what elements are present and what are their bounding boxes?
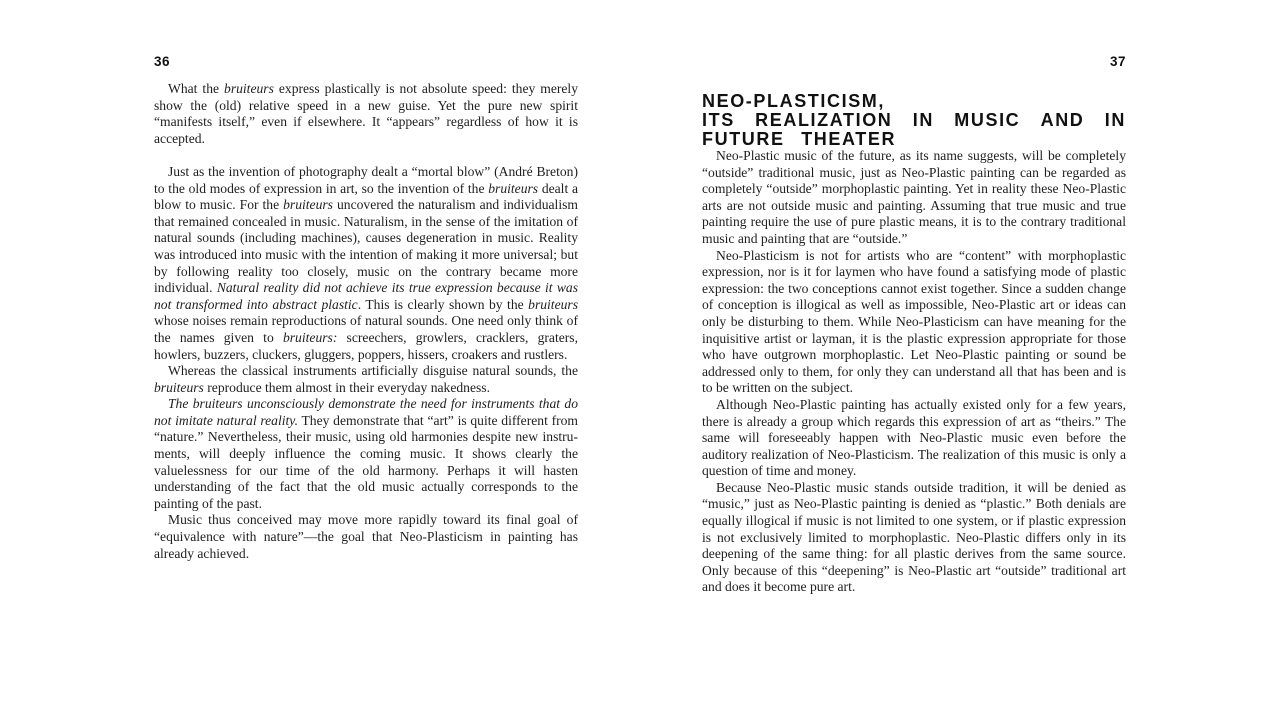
paragraph — [702, 248, 1126, 397]
title-word: ITS — [702, 110, 735, 131]
text-run: screechers, growlers, cracklers, graters, howlers, buzzers, cluckers, gluggers, poppers, hissers, croakers and rustlers. — [154, 329, 578, 362]
chapter-title — [702, 92, 1126, 149]
title-word: MUSIC — [954, 110, 1021, 131]
italic-text: bruiteurs — [488, 180, 539, 196]
text-run: Whereas the classical instruments artificially disguise natural sounds, the — [168, 363, 578, 379]
text-run: They demonstrate that “art” is quite different from “nature.” Nevertheless, their music, using old harmonies despite new instruments, will deeply influence the coming music. It shows clearly the valuelessness for our time of the old harmony. Perhaps it will hasten understanding of the fact that the old music actually corresponds to the painting of the past. — [154, 412, 578, 511]
text-run: Because Neo-Plastic music stands outside tradition, it will be denied as “music,” just as Neo-Plastic painting is denied as “plastic.” Both denials are equally illogical if music is not limited to one system, or if plastic expression is not exclusively limited to morphoplastic. Neo-Plastic differs only in its deepening of the same thing: for all plastic derives from the same source. Only because of this “deepening” is Neo-Plastic art “outside” traditional art and does it become pure art. — [702, 479, 1126, 595]
left-page-body — [154, 81, 578, 562]
text-run: Neo-Plastic music of the future, as its name suggests, will be completely “outside” traditional music, just as Neo-Plastic painting can be regarded as completely “outside” morphoplastic painting. Yet in reality these Neo-Plastic arts are not outside music and painting. Assuming that true music and true painting require the use of pure plastic means, it is to the contrary traditional music and painting that are “outside.” — [702, 148, 1126, 246]
text-run: . This is clearly shown by the — [357, 296, 529, 312]
title-word: AND — [1040, 110, 1085, 131]
chapter-title-line — [702, 111, 1126, 130]
title-word: IN — [1104, 110, 1126, 131]
text-run: express plastically is not absolute speed: they merely show the (old) relative speed in a new guise. Yet the pure new spirit “manifests itself,” even if elsewhere. It “appears” regardless of how it is accepted. — [154, 81, 578, 146]
paragraph — [702, 397, 1126, 480]
page-number: 36 — [154, 54, 171, 69]
chapter-title-line: FUTURE THEATER — [702, 129, 897, 150]
italic-text: bruiteurs — [224, 81, 274, 96]
paragraph — [702, 480, 1126, 596]
italic-text: bruiteurs: — [282, 329, 338, 345]
right-page-body — [702, 148, 1126, 596]
text-run: Neo-Plasticism is not for artists who are “content” with morphoplastic expression, nor is it for laymen who have found a satisfying mode of plastic expression: the two conceptions cannot exist together. Since a sudden change of conception is illogical as well as impossible, Neo-Plastic art or ideas can only be disturbing to them. While Neo-Plasticism can have meaning for the inquisitive artist or layman, it is the plastic expression appropriate for those who have outgrown morphoplastic. Let Neo-Plastic painting or sound be addressed only to them, for only they can understand all that has been and is to be written on the subject. — [702, 247, 1126, 396]
text-run: dealt a blow to music. For the — [154, 180, 578, 213]
title-word: REALIZATION — [755, 110, 893, 131]
text-run: reproduce them almost in their everyday nakedness. — [203, 379, 490, 395]
italic-text: bruiteurs — [154, 379, 204, 395]
italic-text: The bruiteurs unconsciously demonstrate the need for instruments that do not imitate natural reality. — [154, 396, 578, 428]
text-run: What the — [168, 81, 225, 96]
paragraph — [154, 396, 578, 512]
title-word: IN — [912, 110, 934, 131]
paragraph — [154, 81, 578, 147]
text-run: Just as the invention of photography dealt a “mortal blow” (André Breton) to the old modes of expression in art, so the invention of the — [154, 163, 578, 196]
paragraph — [154, 363, 578, 396]
paragraph — [702, 148, 1126, 248]
italic-text: Natural reality did not achieve its true expression because it was not transformed into abstract plastic — [154, 280, 578, 312]
text-run: uncovered the naturalism and individualism that remained concealed in music. Naturalism, in the sense of the imitation of natural sounds (including machines), causes degeneration in music. Reality was introduced into music with the intention of making it more universal; but by following reality too closely, music on the contrary became more individual. — [154, 197, 578, 296]
italic-text: bruiteurs — [528, 296, 578, 312]
italic-text: bruiteurs — [283, 197, 333, 213]
paragraph — [154, 512, 578, 562]
chapter-title-line: NEO-PLASTICISM, — [702, 91, 886, 112]
text-run: Music thus conceived may move more rapidly toward its final goal of “equivalence with nature”—the goal that Neo-Plasticism in painting has already achieved. — [154, 512, 578, 561]
paragraph — [154, 164, 578, 363]
text-run: whose noises remain reproductions of natural sounds. One need only think of the names given to — [154, 313, 578, 345]
page-number: 37 — [1109, 54, 1126, 69]
text-run: Although Neo-Plastic painting has actually existed only for a few years, there is already a group which regards this expression of art as “theirs.” The same will foreseeably happen with Neo-Plastic music even before the auditory realization of Neo-Plasticism. The realization of this music is only a question of time and money. — [702, 396, 1126, 479]
